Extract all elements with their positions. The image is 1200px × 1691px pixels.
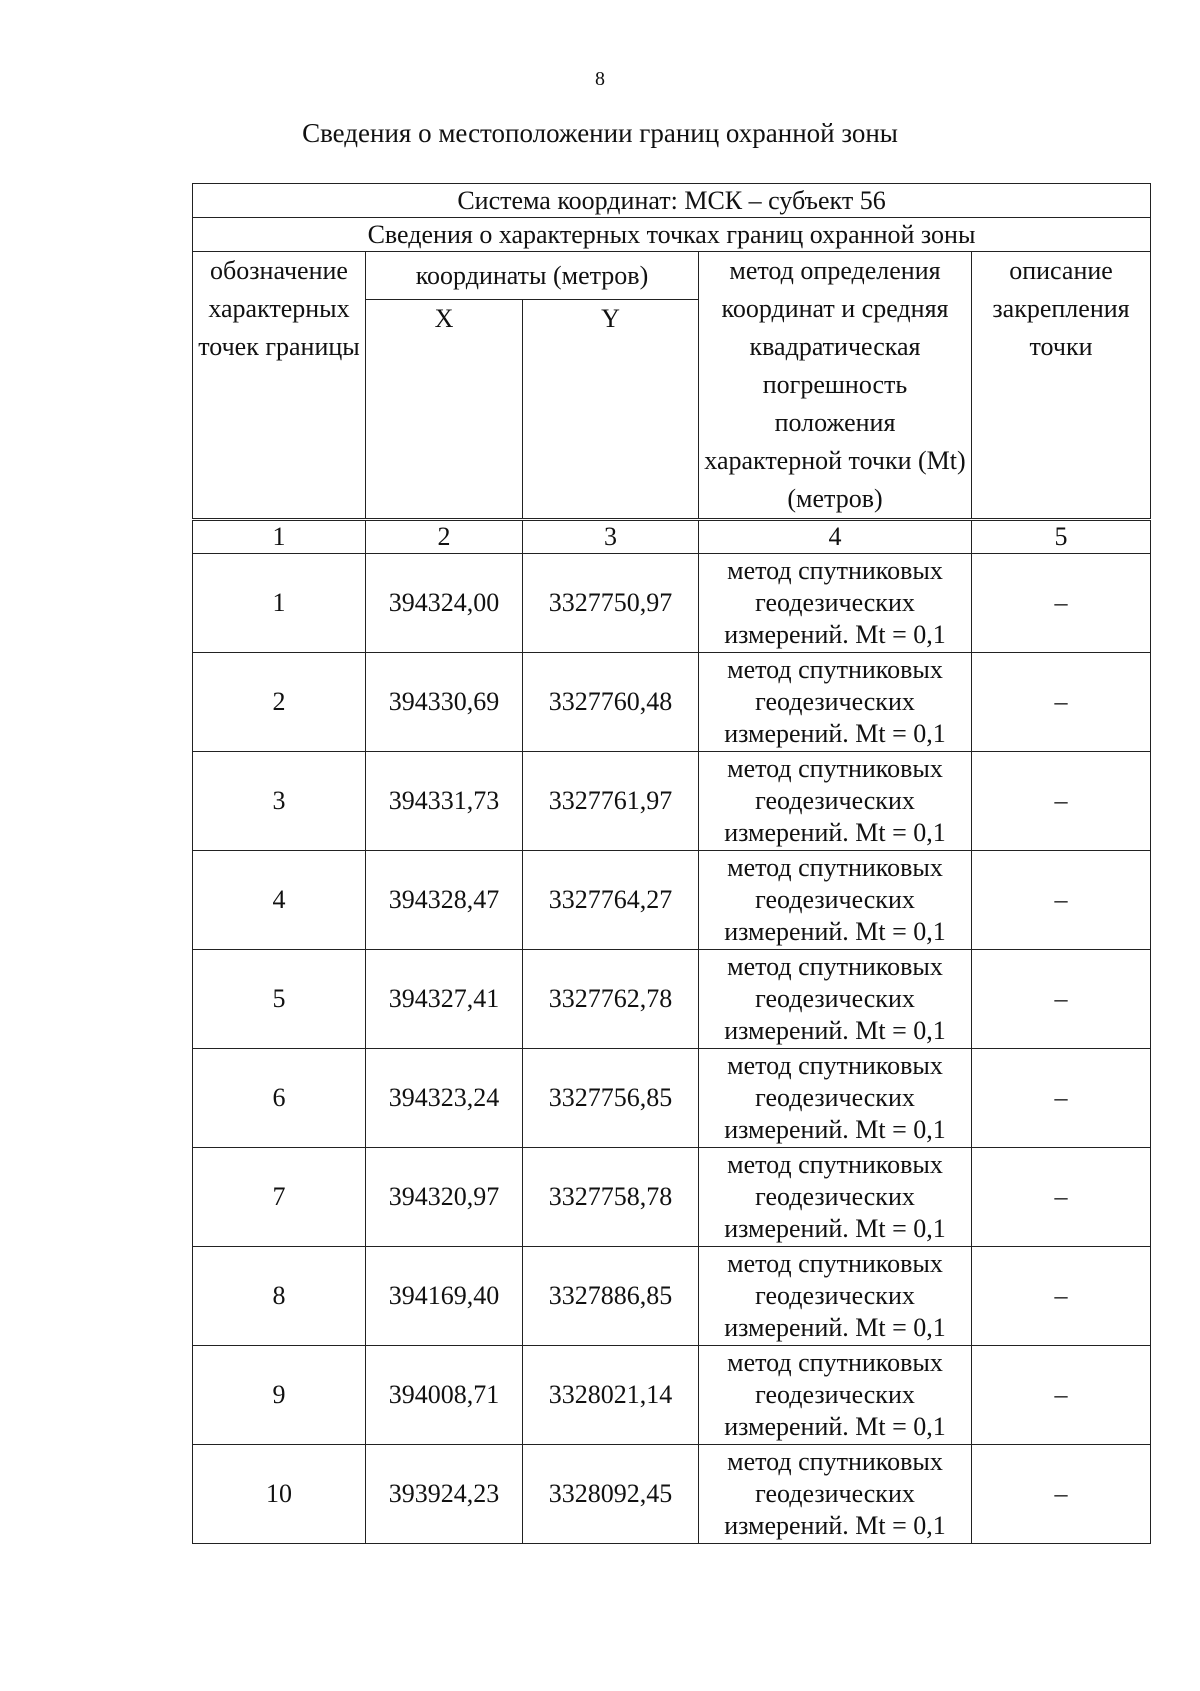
description-cell: – — [972, 653, 1151, 752]
description-cell: – — [972, 1247, 1151, 1346]
boundary-points-table — [192, 183, 1151, 1544]
description-cell: – — [972, 950, 1151, 1049]
point-number: 7 — [193, 1148, 366, 1247]
table-row — [193, 1346, 1151, 1445]
x-coordinate: 393924,23 — [366, 1445, 523, 1544]
description-cell: – — [972, 851, 1151, 950]
method-cell: метод спутниковых геодезических измерений. Mt = 0,1 — [699, 1445, 972, 1544]
column-number: 2 — [366, 520, 523, 554]
col-header-x: X — [366, 300, 523, 520]
x-coordinate: 394324,00 — [366, 554, 523, 653]
description-cell: – — [972, 1148, 1151, 1247]
description-cell: – — [972, 1346, 1151, 1445]
point-number: 10 — [193, 1445, 366, 1544]
method-cell: метод спутниковых геодезических измерений. Mt = 0,1 — [699, 1346, 972, 1445]
table-subtitle: Сведения о характерных точках границ охранной зоны — [193, 218, 1151, 252]
point-number: 6 — [193, 1049, 366, 1148]
y-coordinate: 3327886,85 — [523, 1247, 699, 1346]
point-number: 9 — [193, 1346, 366, 1445]
y-coordinate: 3327758,78 — [523, 1148, 699, 1247]
x-coordinate: 394169,40 — [366, 1247, 523, 1346]
description-cell: – — [972, 752, 1151, 851]
coord-system-header: Система координат: МСК – субъект 56 — [193, 184, 1151, 218]
column-number: 1 — [193, 520, 366, 554]
x-coordinate: 394320,97 — [366, 1148, 523, 1247]
document-title: Сведения о местоположении границ охранной зоны — [302, 118, 898, 148]
y-coordinate: 3327760,48 — [523, 653, 699, 752]
y-coordinate: 3327750,97 — [523, 554, 699, 653]
point-number: 5 — [193, 950, 366, 1049]
table-row — [193, 1445, 1151, 1544]
col-header-coords: координаты (метров) — [366, 252, 699, 300]
col-header-point: обозначение характерных точек границы — [193, 252, 366, 520]
method-cell: метод спутниковых геодезических измерений. Mt = 0,1 — [699, 1148, 972, 1247]
table-row — [193, 653, 1151, 752]
point-number: 8 — [193, 1247, 366, 1346]
y-coordinate: 3327764,27 — [523, 851, 699, 950]
y-coordinate: 3327762,78 — [523, 950, 699, 1049]
method-cell: метод спутниковых геодезических измерений. Mt = 0,1 — [699, 1049, 972, 1148]
table-row — [193, 851, 1151, 950]
description-cell: – — [972, 1049, 1151, 1148]
point-number: 1 — [193, 554, 366, 653]
x-coordinate: 394328,47 — [366, 851, 523, 950]
method-cell: метод спутниковых геодезических измерений. Mt = 0,1 — [699, 653, 972, 752]
method-cell: метод спутниковых геодезических измерений. Mt = 0,1 — [699, 554, 972, 653]
column-number: 3 — [523, 520, 699, 554]
method-cell: метод спутниковых геодезических измерений. Mt = 0,1 — [699, 752, 972, 851]
y-coordinate: 3327756,85 — [523, 1049, 699, 1148]
y-coordinate: 3328021,14 — [523, 1346, 699, 1445]
y-coordinate: 3327761,97 — [523, 752, 699, 851]
table-row — [193, 554, 1151, 653]
col-header-y: Y — [523, 300, 699, 520]
x-coordinate: 394331,73 — [366, 752, 523, 851]
x-coordinate: 394330,69 — [366, 653, 523, 752]
col-header-description: описание закрепления точки — [972, 252, 1151, 520]
table-row — [193, 950, 1151, 1049]
table-row — [193, 1247, 1151, 1346]
point-number: 4 — [193, 851, 366, 950]
y-coordinate: 3328092,45 — [523, 1445, 699, 1544]
description-cell: – — [972, 1445, 1151, 1544]
x-coordinate: 394008,71 — [366, 1346, 523, 1445]
x-coordinate: 394323,24 — [366, 1049, 523, 1148]
col-header-method: метод определения координат и средняя квадратическая погрешность положения характерной точки (Mt) (метров) — [699, 252, 972, 520]
point-number: 2 — [193, 653, 366, 752]
column-number: 5 — [972, 520, 1151, 554]
table-row — [193, 752, 1151, 851]
table-row — [193, 1148, 1151, 1247]
page-number: 8 — [595, 68, 605, 90]
method-cell: метод спутниковых геодезических измерений. Mt = 0,1 — [699, 851, 972, 950]
column-number: 4 — [699, 520, 972, 554]
point-number: 3 — [193, 752, 366, 851]
method-cell: метод спутниковых геодезических измерений. Mt = 0,1 — [699, 1247, 972, 1346]
table-row — [193, 1049, 1151, 1148]
x-coordinate: 394327,41 — [366, 950, 523, 1049]
method-cell: метод спутниковых геодезических измерений. Mt = 0,1 — [699, 950, 972, 1049]
description-cell: – — [972, 554, 1151, 653]
